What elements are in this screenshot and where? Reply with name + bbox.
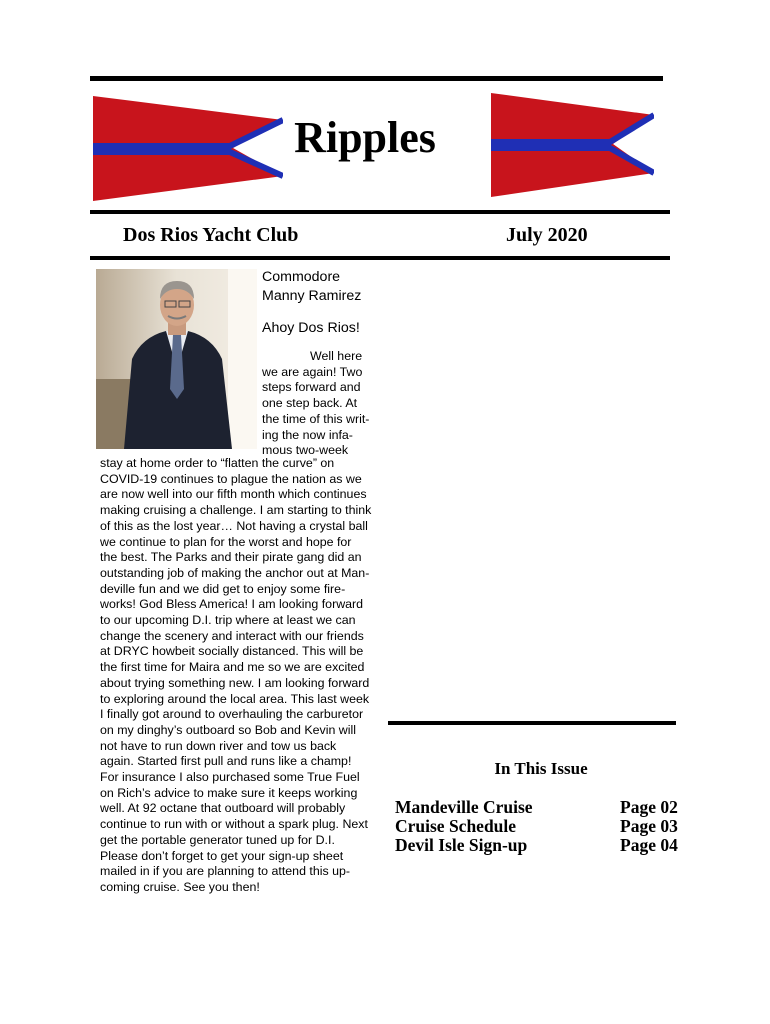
toc-item-title[interactable]: Mandeville Cruise <box>395 797 533 817</box>
author-title: Commodore <box>262 269 341 285</box>
newsletter-title: Ripples <box>294 113 436 162</box>
burgee-flag-right-icon <box>491 93 654 197</box>
article-line: works! God Bless America! I am looking forward <box>100 597 364 612</box>
toc-item-title[interactable]: Devil Isle Sign-up <box>395 835 528 855</box>
article-side-text <box>262 349 380 459</box>
article-line: the time of this writ- <box>262 411 370 426</box>
article-line: Well here <box>310 349 363 363</box>
toc-item[interactable] <box>395 798 685 817</box>
article-line: ing the now infa- <box>262 427 353 442</box>
article-line: about trying something new. I am looking forward <box>100 675 370 690</box>
masthead-top-rule <box>90 76 663 81</box>
article-line: on my dinghy’s outboard so Bob and Kevin will <box>100 722 356 737</box>
toc-heading: In This Issue <box>494 759 588 778</box>
article-line: of this as the lost year… Not having a crystal ball <box>100 518 368 533</box>
article-line: mailed in if you are planning to attend this up- <box>100 864 351 879</box>
article-line: change the scenery and interact with our friends <box>100 628 364 643</box>
article-line: the best. The Parks and their pirate gang did an <box>100 550 362 565</box>
article-line: get the portable generator tuned up for D.I. <box>100 832 335 847</box>
article-line: Please don’t forget to get your sign-up sheet <box>100 848 344 863</box>
article-line: deville fun and we did get to enjoy some fire- <box>100 581 346 596</box>
article-line: steps forward and <box>262 380 361 395</box>
article-line: coming cruise. See you then! <box>100 879 260 894</box>
article-line: I finally got around to overhauling the carburetor <box>100 707 364 722</box>
article-line: COVID-19 continues to plague the nation as we <box>100 471 362 486</box>
toc-item[interactable] <box>395 836 685 855</box>
article-line: are now well into our fifth month which continues <box>100 487 367 502</box>
article-body <box>100 456 382 896</box>
article-line: to exploring around the local area. This last week <box>100 691 370 706</box>
masthead-bottom-rule <box>90 256 670 260</box>
toc-item-page[interactable]: Page 02 <box>620 797 678 817</box>
article-line: For insurance I also purchased some True Fuel <box>100 770 360 785</box>
article-line: one step back. At <box>262 396 358 411</box>
masthead-middle-rule <box>90 210 670 214</box>
greeting: Ahoy Dos Rios! <box>262 320 360 336</box>
issue-date: July 2020 <box>506 224 588 246</box>
toc-item-page[interactable]: Page 04 <box>620 835 678 855</box>
article-line: outstanding job of making the anchor out at Man- <box>100 565 370 580</box>
article-line: to our upcoming D.I. trip where at least we can <box>100 613 356 628</box>
club-name: Dos Rios Yacht Club <box>123 224 299 246</box>
article-line: again. Started first pull and runs like a champ! <box>100 754 352 769</box>
article-line: on Rich’s advice to make sure it keeps working <box>100 785 358 800</box>
article-line: we continue to plan for the worst and hope for <box>100 534 352 549</box>
article-line: mous two-week <box>262 443 349 458</box>
toc-item-title[interactable]: Cruise Schedule <box>395 816 517 836</box>
toc-top-rule <box>388 721 676 725</box>
article-line: making cruising a challenge. I am starting to think <box>100 503 372 518</box>
toc-item-page[interactable]: Page 03 <box>620 816 678 836</box>
article-line: we are again! Two <box>262 364 363 379</box>
author-name: Manny Ramirez <box>262 288 362 304</box>
article-line: at DRYC howbeit socially distanced. This will be <box>100 644 364 659</box>
article-line: well. At 92 octane that outboard will probably <box>100 801 346 816</box>
article-line: stay at home order to “flatten the curve” on <box>100 456 335 470</box>
article-line: not have to run down river and tow us back <box>100 738 337 753</box>
article-line: continue to run with or without a spark plug. Next <box>100 817 368 832</box>
toc-item[interactable] <box>395 817 685 836</box>
article-line: the first time for Maira and me so we are excited <box>100 660 365 675</box>
commodore-photo <box>96 269 257 449</box>
